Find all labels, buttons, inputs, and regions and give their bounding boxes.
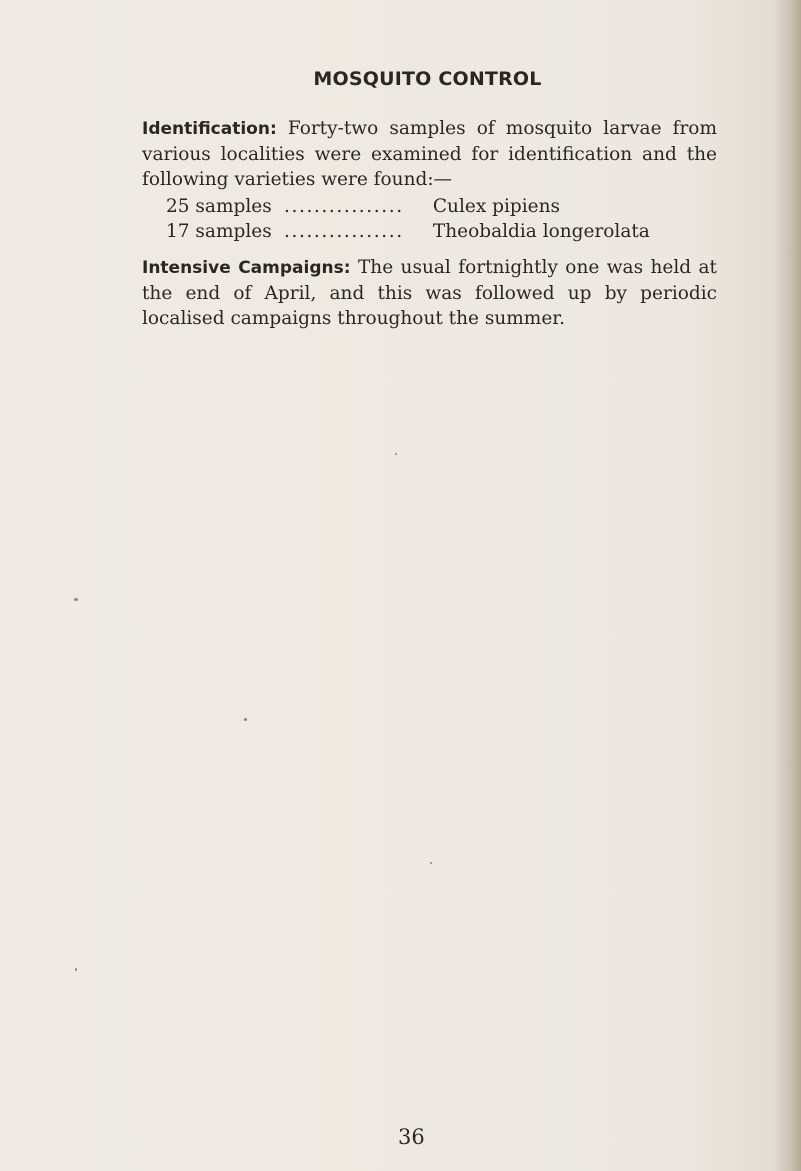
page-edge-shadow	[775, 0, 801, 1171]
species-name: Theobaldia longerolata	[432, 221, 650, 242]
sample-row	[166, 194, 560, 219]
page-number: 36	[398, 1125, 425, 1149]
species-name: Culex pipiens	[432, 196, 561, 217]
paper-speck	[430, 862, 432, 864]
paper-speck	[75, 968, 77, 971]
campaigns-heading: Intensive Campaigns:	[142, 258, 351, 278]
sample-count: 25 samples	[166, 196, 272, 217]
campaigns-text: The usual fortnightly one was held at the end of April, and this was followed up by periodic localised campaigns throughout the summer.	[142, 257, 717, 329]
leader-dots: ................	[284, 196, 404, 217]
paper-speck	[74, 598, 78, 601]
sample-row	[166, 219, 650, 244]
identification-paragraph	[142, 116, 717, 192]
leader-dots: ................	[284, 221, 404, 242]
paper-speck	[395, 453, 397, 455]
campaigns-paragraph	[142, 255, 717, 331]
page-title: MOSQUITO CONTROL	[313, 68, 542, 90]
sample-count: 17 samples	[166, 221, 272, 242]
identification-text: Forty-two samples of mosquito larvae from various localities were examined for identification and the following varieties were found:—	[142, 118, 717, 190]
identification-heading: Identification:	[142, 119, 277, 139]
paper-speck	[244, 718, 247, 721]
